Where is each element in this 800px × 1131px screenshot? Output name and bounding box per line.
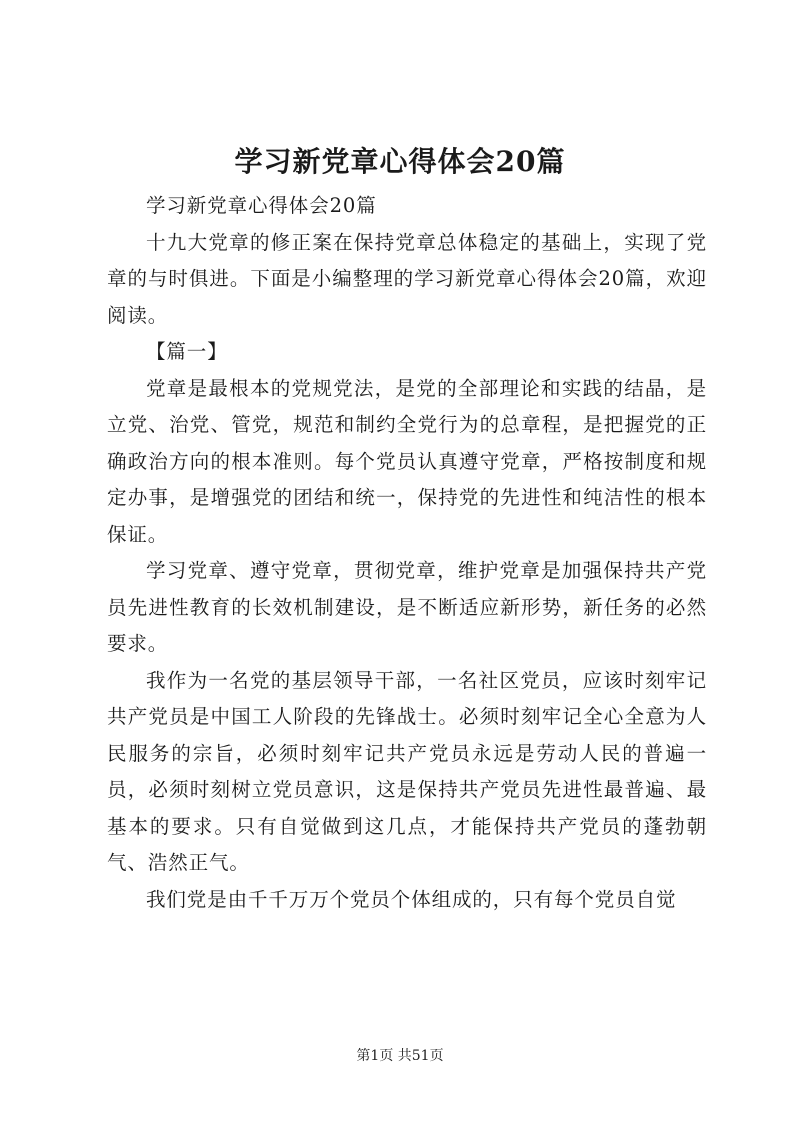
- paragraph: 我作为一名党的基层领导干部，一名社区党员，应该时刻牢记共产党员是中国工人阶段的先锋战士。必须时刻牢记全心全意为人民服务的宗旨，必须时刻牢记共产党员永远是劳动人民的普遍一员，必须时刻树立党员意识，这是保持共产党员先进性最普遍、最基本的要求。只有自觉做到这几点，才能保持共产党员的蓬勃朝气、浩然正气。: [107, 668, 707, 874]
- paragraph: 党章是最根本的党规党法，是党的全部理论和实践的结晶，是立党、治党、管党，规范和制约全党行为的总章程，是把握党的正确政治方向的根本准则。每个党员认真遵守党章，严格按制度和规定办事，是增强党的团结和统一，保持党的先进性和纯洁性的根本保证。: [107, 376, 707, 546]
- document-body: [107, 188, 707, 918]
- paragraph-subtitle: 学习新党章心得体会20篇: [146, 194, 377, 217]
- page-number-footer: 第1页 共51页: [356, 1048, 444, 1064]
- document-title: 学习新党章心得体会20篇: [234, 145, 566, 178]
- paragraph: 学习党章、遵守党章，贯彻党章，维护党章是加强保持共产党员先进性教育的长效机制建设，是不断适应新形势，新任务的必然要求。: [107, 559, 707, 655]
- paragraph-intro: 十九大党章的修正案在保持党章总体稳定的基础上，实现了党章的与时俱进。下面是小编整理的学习新党章心得体会20篇，欢迎阅读。: [107, 230, 707, 327]
- section-heading: 【篇一】: [146, 340, 228, 363]
- paragraph: 我们党是由千千万万个党员个体组成的，只有每个党员自觉: [146, 887, 677, 911]
